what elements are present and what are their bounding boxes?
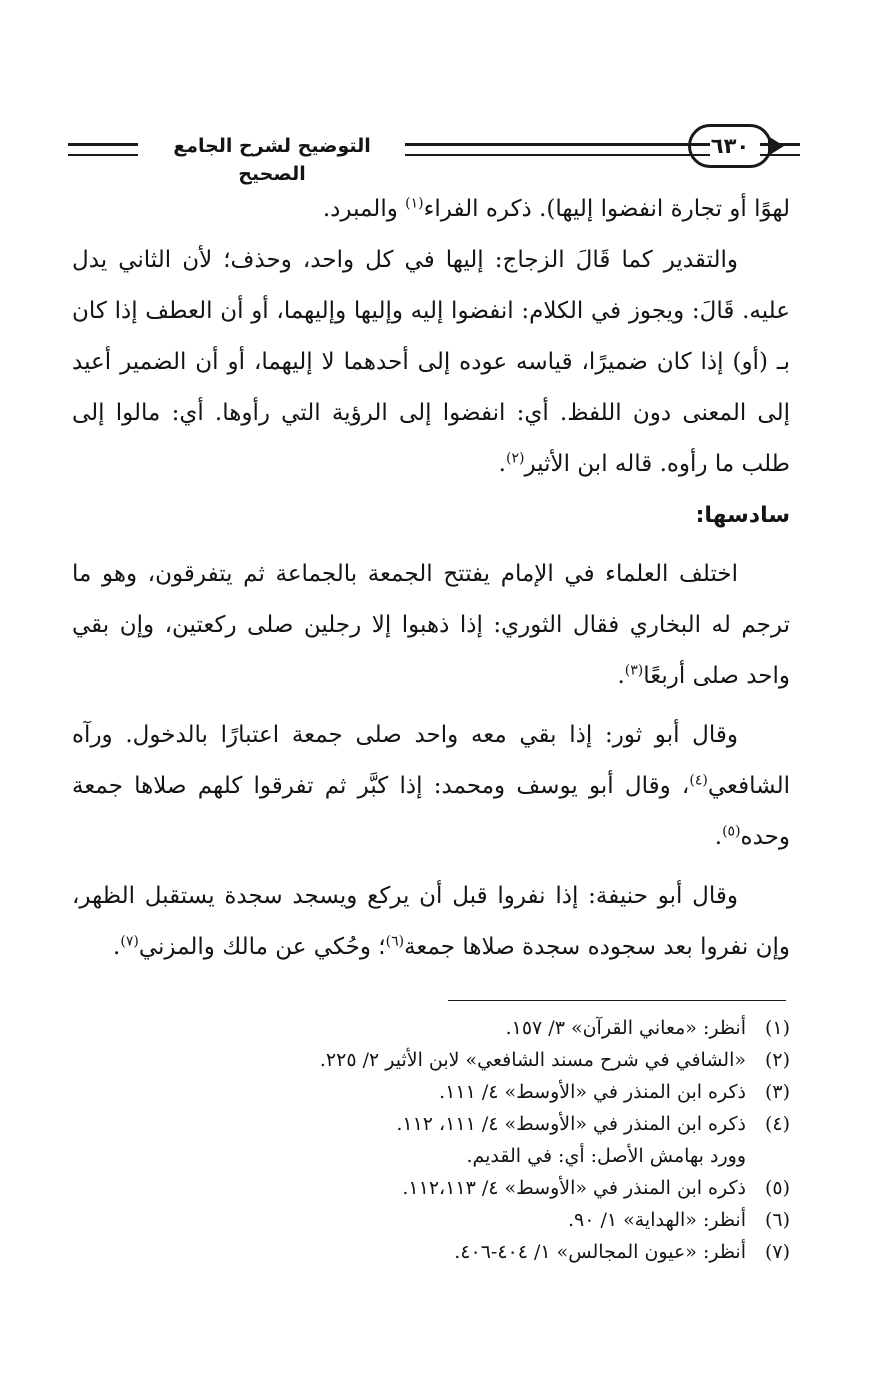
footnote-7: [150, 1236, 790, 1268]
footnote-4: [150, 1108, 790, 1140]
footnote-number: (١): [764, 1017, 790, 1039]
paragraph-3-tail: .: [617, 663, 625, 689]
footnote-ref-2[interactable]: (٢): [505, 450, 525, 467]
paragraph-2: [72, 235, 790, 490]
footnote-text: «الشافي في شرح مسند الشافعي» لابن الأثير ٢/ ٢٢٥.: [319, 1049, 746, 1071]
paragraph-1: [72, 184, 790, 235]
footnote-number: (٦): [764, 1209, 790, 1231]
footnote-text: أنظر: «عيون المجالس» ١/ ٤٠٤-٤٠٦.: [454, 1241, 746, 1263]
footnote-3: [150, 1076, 790, 1108]
paragraph-1-text: لهوًا أو تجارة انفضوا إليها). ذكره الفراء: [423, 196, 790, 222]
paragraph-5-text: وقال أبو حنيفة: إذا نفروا قبل أن يركع ويسجد سجدة يستقبل الظهر، وإن نفروا بعد سجوده سجدة صلاها جمعة: [72, 883, 790, 960]
footnote-ref-3[interactable]: (٣): [624, 662, 644, 679]
paragraph-5: [72, 871, 790, 973]
footnote-number: (٧): [764, 1241, 790, 1263]
main-text: [72, 184, 790, 973]
footnotes-list: [150, 1012, 790, 1268]
footnote-1: [150, 1012, 790, 1044]
paragraph-4-tail: .: [714, 824, 723, 850]
footnote-ref-6[interactable]: (٦): [385, 933, 405, 950]
footnote-number: (٥): [764, 1177, 790, 1199]
footnote-ref-1[interactable]: (١): [405, 195, 424, 212]
paragraph-3: [72, 549, 790, 702]
running-title: التوضيح لشرح الجامع الصحيح: [173, 135, 371, 185]
header-rule-right: [760, 143, 800, 156]
paragraph-3-text: اختلف العلماء في الإمام يفتتح الجمعة بالجماعة ثم يتفرقون، وهو ما ترجم له البخاري فقال الثوري: إذا ذهبوا إلا رجلين صلى ركعتين، وإن بقي واحد صلى أربعًا: [72, 561, 790, 689]
header-rule-left: [68, 143, 138, 156]
footnote-6: [150, 1204, 790, 1236]
footnote-text: أنظر: «معاني القرآن» ٣/ ١٥٧.: [505, 1017, 746, 1039]
footnote-number: (٤): [764, 1113, 790, 1135]
footnote-separator: [448, 1000, 786, 1001]
paragraph-5-middle: ؛ وحُكي عن مالك والمزني: [138, 934, 386, 960]
footnote-text: وورد بهامش الأصل: أي: في القديم.: [466, 1145, 746, 1167]
paragraph-4-text: وقال أبو ثور: إذا بقي معه واحد صلى جمعة اعتبارًا بالدخول. ورآه الشافعي: [72, 722, 790, 799]
section-heading: سادسها:: [695, 503, 790, 528]
footnote-text: ذكره ابن المنذر في «الأوسط» ٤/ ١١٢،١١٣.: [402, 1177, 746, 1199]
paragraph-2-text: والتقدير كما قَالَ الزجاج: إليها في كل واحد، وحذف؛ لأن الثاني يدل عليه. قَالَ: ويجوز في الكلام: انفضوا إليه وإليها وإليهما، أو أن العطف إذا كان بـ (أو) إذا كان ضميرًا، قياسه عوده إلى أحدهما لا إليهما، أو أن الضمير أعيد إلى المعنى دون اللفظ. أي: انفضوا إلى الرؤية التي رأوها. أي: مالوا إلى طلب ما رأوه. قاله ابن الأثير: [72, 247, 790, 477]
footnote-5: [150, 1172, 790, 1204]
paragraph-4: [72, 710, 790, 863]
footnote-text: ذكره ابن المنذر في «الأوسط» ٤/ ١١١.: [439, 1081, 746, 1103]
footnote-ref-5[interactable]: (٥): [722, 823, 741, 840]
footnote-2: [150, 1044, 790, 1076]
footnote-ref-4[interactable]: (٤): [689, 772, 708, 789]
page-number: ٦٣٠: [688, 124, 772, 168]
paragraph-5-tail: .: [113, 934, 121, 960]
paragraph-4-middle: ، وقال أبو يوسف ومحمد: إذا كبَّر ثم تفرقوا كلهم صلاها جمعة وحده: [72, 773, 790, 850]
footnote-4-continuation: [150, 1140, 790, 1172]
footnote-text: أنظر: «الهداية» ١/ ٩٠.: [567, 1209, 746, 1231]
footnote-number: (٣): [764, 1081, 790, 1103]
paragraph-2-tail: .: [498, 451, 506, 477]
footnote-number: (٢): [764, 1049, 790, 1071]
footnote-ref-7[interactable]: (٧): [120, 933, 139, 950]
page-header: [60, 118, 812, 185]
header-rule-middle: [405, 143, 710, 156]
footnote-text: ذكره ابن المنذر في «الأوسط» ٤/ ١١١، ١١٢.: [396, 1113, 746, 1135]
paragraph-1-tail: والمبرد.: [322, 196, 406, 222]
